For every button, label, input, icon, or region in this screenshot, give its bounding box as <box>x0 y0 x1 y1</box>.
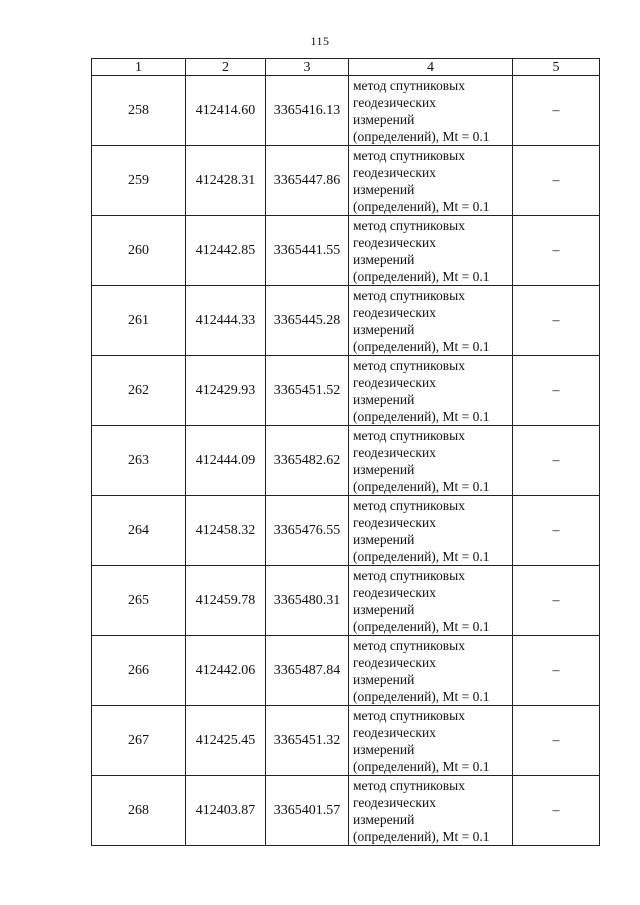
table-row <box>92 286 600 356</box>
method-text-line: метод спутниковых <box>353 147 465 163</box>
point-number-cell: 262 <box>92 356 186 426</box>
method-text-line: метод спутниковых <box>353 567 465 583</box>
method-cell <box>349 776 513 846</box>
y-coordinate-cell: 3365451.52 <box>266 356 349 426</box>
note-cell: – <box>513 356 600 426</box>
method-text-line: геодезических <box>353 374 436 390</box>
method-text-line: (определений), Mt = 0.1 <box>353 338 490 354</box>
method-text-line: метод спутниковых <box>353 707 465 723</box>
note-cell: – <box>513 706 600 776</box>
method-text-line: геодезических <box>353 94 436 110</box>
coordinates-table <box>91 58 600 846</box>
y-coordinate-cell: 3365447.86 <box>266 146 349 216</box>
y-coordinate-cell: 3365441.55 <box>266 216 349 286</box>
method-cell <box>349 76 513 146</box>
method-text-line: геодезических <box>353 234 436 250</box>
method-cell <box>349 496 513 566</box>
method-text-line: метод спутниковых <box>353 497 465 513</box>
method-cell <box>349 706 513 776</box>
method-text-line: измерений <box>353 391 415 407</box>
method-text-line: метод спутниковых <box>353 777 465 793</box>
method-text-line: (определений), Mt = 0.1 <box>353 828 490 844</box>
y-coordinate-cell: 3365480.31 <box>266 566 349 636</box>
point-number-cell: 258 <box>92 76 186 146</box>
method-text-line: (определений), Mt = 0.1 <box>353 128 490 144</box>
x-coordinate-cell: 412458.32 <box>186 496 266 566</box>
note-cell: – <box>513 286 600 356</box>
method-text-line: метод спутниковых <box>353 217 465 233</box>
method-text-line: (определений), Mt = 0.1 <box>353 268 490 284</box>
y-coordinate-cell: 3365451.32 <box>266 706 349 776</box>
column-header-5: 5 <box>513 59 600 76</box>
table-body <box>92 76 600 846</box>
method-cell <box>349 426 513 496</box>
point-number-cell: 265 <box>92 566 186 636</box>
method-text-line: (определений), Mt = 0.1 <box>353 198 490 214</box>
x-coordinate-cell: 412428.31 <box>186 146 266 216</box>
x-coordinate-cell: 412459.78 <box>186 566 266 636</box>
y-coordinate-cell: 3365476.55 <box>266 496 349 566</box>
note-cell: – <box>513 426 600 496</box>
method-cell <box>349 216 513 286</box>
y-coordinate-cell: 3365401.57 <box>266 776 349 846</box>
note-cell: – <box>513 216 600 286</box>
x-coordinate-cell: 412414.60 <box>186 76 266 146</box>
method-text-line: геодезических <box>353 304 436 320</box>
x-coordinate-cell: 412442.06 <box>186 636 266 706</box>
table-row <box>92 356 600 426</box>
method-text-line: геодезических <box>353 724 436 740</box>
method-text-line: измерений <box>353 111 415 127</box>
table-row <box>92 706 600 776</box>
point-number-cell: 266 <box>92 636 186 706</box>
point-number-cell: 261 <box>92 286 186 356</box>
x-coordinate-cell: 412444.09 <box>186 426 266 496</box>
x-coordinate-cell: 412444.33 <box>186 286 266 356</box>
note-cell: – <box>513 636 600 706</box>
method-text-line: метод спутниковых <box>353 357 465 373</box>
method-cell <box>349 356 513 426</box>
note-cell: – <box>513 76 600 146</box>
point-number-cell: 259 <box>92 146 186 216</box>
point-number-cell: 267 <box>92 706 186 776</box>
column-header-2: 2 <box>186 59 266 76</box>
x-coordinate-cell: 412403.87 <box>186 776 266 846</box>
note-cell: – <box>513 146 600 216</box>
table-row <box>92 76 600 146</box>
method-text-line: измерений <box>353 741 415 757</box>
note-cell: – <box>513 776 600 846</box>
method-text-line: (определений), Mt = 0.1 <box>353 688 490 704</box>
method-text-line: геодезических <box>353 164 436 180</box>
method-text-line: метод спутниковых <box>353 287 465 303</box>
x-coordinate-cell: 412429.93 <box>186 356 266 426</box>
method-text-line: измерений <box>353 321 415 337</box>
method-text-line: измерений <box>353 671 415 687</box>
table-row <box>92 216 600 286</box>
y-coordinate-cell: 3365445.28 <box>266 286 349 356</box>
method-text-line: метод спутниковых <box>353 637 465 653</box>
method-text-line: измерений <box>353 181 415 197</box>
column-header-3: 3 <box>266 59 349 76</box>
method-text-line: геодезических <box>353 444 436 460</box>
y-coordinate-cell: 3365416.13 <box>266 76 349 146</box>
method-text-line: (определений), Mt = 0.1 <box>353 408 490 424</box>
method-text-line: измерений <box>353 531 415 547</box>
table-row <box>92 636 600 706</box>
method-cell <box>349 566 513 636</box>
y-coordinate-cell: 3365487.84 <box>266 636 349 706</box>
method-text-line: (определений), Mt = 0.1 <box>353 478 490 494</box>
method-text-line: измерений <box>353 811 415 827</box>
point-number-cell: 264 <box>92 496 186 566</box>
method-text-line: (определений), Mt = 0.1 <box>353 758 490 774</box>
note-cell: – <box>513 496 600 566</box>
method-text-line: метод спутниковых <box>353 77 465 93</box>
page-number: 115 <box>310 34 330 48</box>
method-text-line: измерений <box>353 251 415 267</box>
column-header-4: 4 <box>349 59 513 76</box>
method-cell <box>349 636 513 706</box>
point-number-cell: 268 <box>92 776 186 846</box>
method-text-line: (определений), Mt = 0.1 <box>353 548 490 564</box>
method-text-line: измерений <box>353 461 415 477</box>
method-text-line: геодезических <box>353 654 436 670</box>
table-row <box>92 566 600 636</box>
method-text-line: метод спутниковых <box>353 427 465 443</box>
table-row <box>92 496 600 566</box>
point-number-cell: 260 <box>92 216 186 286</box>
method-text-line: геодезических <box>353 514 436 530</box>
column-header-1: 1 <box>92 59 186 76</box>
table-row <box>92 146 600 216</box>
table-header-row <box>92 59 600 76</box>
method-text-line: (определений), Mt = 0.1 <box>353 618 490 634</box>
x-coordinate-cell: 412442.85 <box>186 216 266 286</box>
method-text-line: геодезических <box>353 794 436 810</box>
y-coordinate-cell: 3365482.62 <box>266 426 349 496</box>
note-cell: – <box>513 566 600 636</box>
point-number-cell: 263 <box>92 426 186 496</box>
method-cell <box>349 146 513 216</box>
method-text-line: геодезических <box>353 584 436 600</box>
method-cell <box>349 286 513 356</box>
x-coordinate-cell: 412425.45 <box>186 706 266 776</box>
method-text-line: измерений <box>353 601 415 617</box>
table-row <box>92 776 600 846</box>
table-row <box>92 426 600 496</box>
